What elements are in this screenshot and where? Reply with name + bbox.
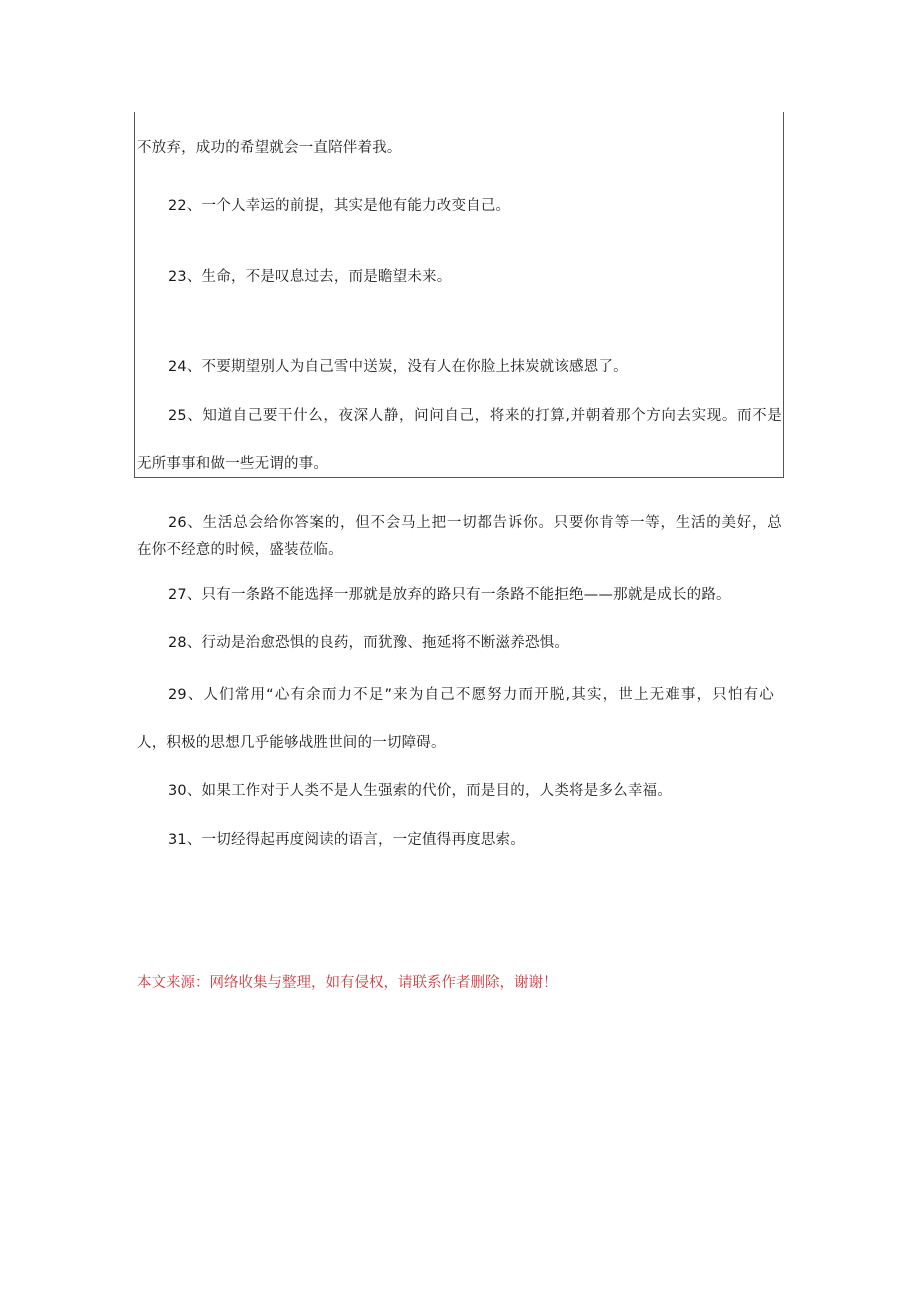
paragraph-line: 不放弃，成功的希望就会一直陪伴着我。 [137, 140, 402, 156]
paragraph-line: 在你不经意的时候，盛装莅临。 [137, 542, 343, 558]
paragraph-line: 27、只有一条路不能选择一那就是放弃的路只有一条路不能拒绝——那就是成长的路。 [168, 587, 731, 603]
paragraph-line: 22、一个人幸运的前提，其实是他有能力改变自己。 [168, 198, 511, 214]
paragraph-line: 24、不要期望别人为自己雪中送炭，没有人在你脸上抹炭就该感恩了。 [168, 359, 628, 375]
paragraph-line: 28、行动是治愈恐惧的良药，而犹豫、拖延将不断滋养恐惧。 [168, 635, 570, 651]
paragraph-line: 31、一切经得起再度阅读的语言，一定值得再度思索。 [168, 832, 525, 848]
paragraph-line: 29、人们常用“心有余而力不足”来为自己不愿努力而开脱,其实，世上无难事，只怕有心 [168, 687, 774, 703]
paragraph-line: 25、知道自己要干什么，夜深人静，问问自己，将来的打算,并朝着那个方向去实现。而不是 [168, 408, 782, 424]
paragraph-line: 23、生命，不是叹息过去，而是瞻望未来。 [168, 269, 452, 285]
source-note: 本文来源：网络收集与整理，如有侵权，请联系作者删除，谢谢！ [137, 975, 558, 991]
paragraph-line: 无所事事和做一些无谓的事。 [137, 456, 329, 472]
paragraph-line: 26、生活总会给你答案的，但不会马上把一切都告诉你。只要你肯等一等，生活的美好，总 [168, 515, 782, 531]
paragraph-line: 人，积极的思想几乎能够战胜世间的一切障碍。 [137, 735, 446, 751]
paragraph-line: 30、如果工作对于人类不是人生强索的代价，而是目的，人类将是多么幸福。 [168, 783, 672, 799]
